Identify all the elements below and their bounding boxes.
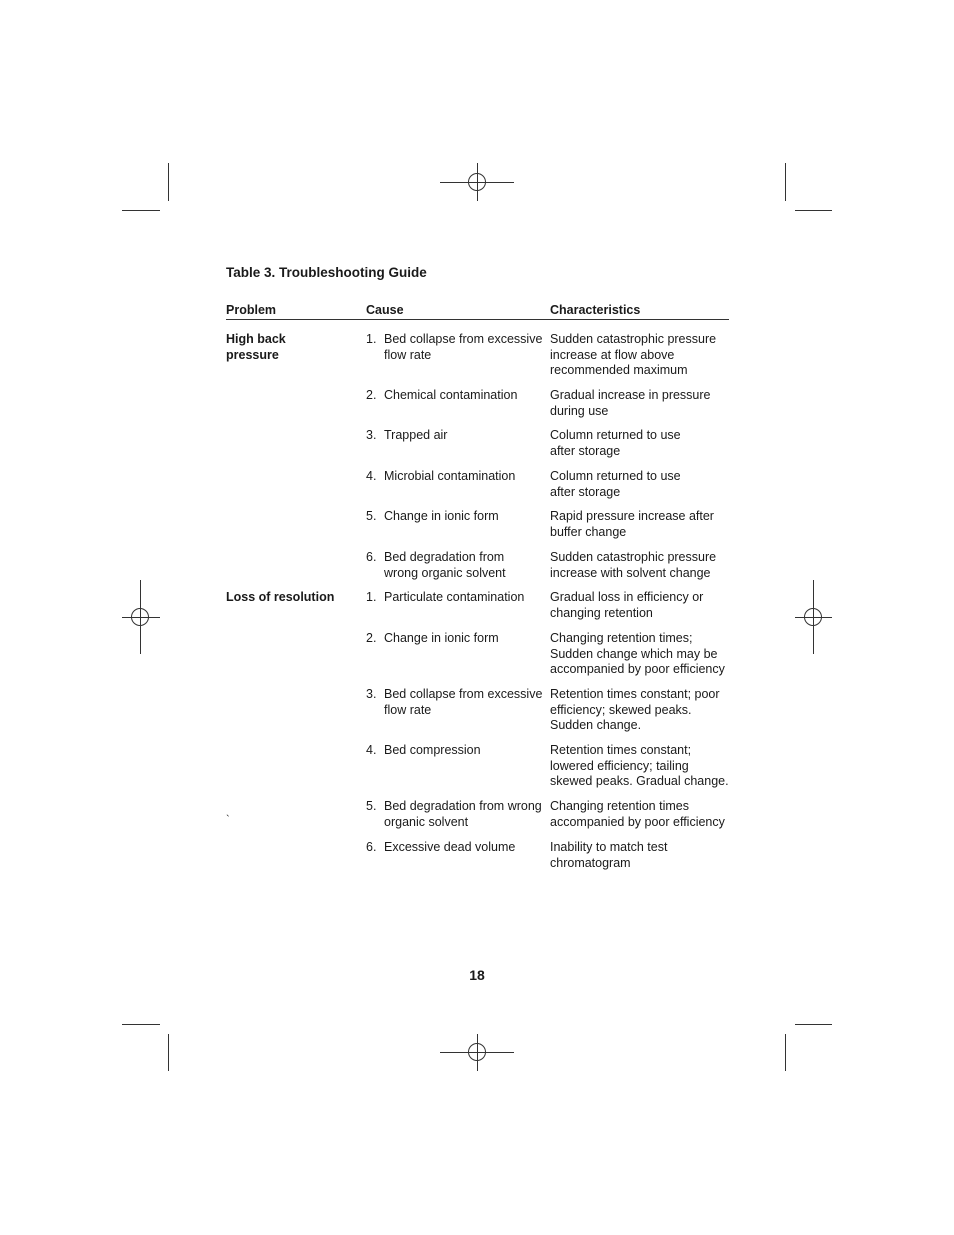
characteristics-cell: Column returned to use after storage xyxy=(550,428,681,458)
registration-circle-bottom xyxy=(468,1043,486,1061)
row-number: 1. xyxy=(366,590,377,604)
characteristics-cell: Inability to match test chromatogram xyxy=(550,840,668,870)
row-number: 1. xyxy=(366,332,377,346)
characteristics-cell: Changing retention times; Sudden change which may be accompanied by poor efficiency xyxy=(550,631,725,677)
stray-mark: ` xyxy=(226,814,230,826)
row-number: 4. xyxy=(366,469,377,483)
crop-mark-top-left-horizontal xyxy=(122,210,160,211)
crop-mark-top-right-vertical xyxy=(785,163,786,201)
cause-cell: Bed degradation from wrong organic solvent xyxy=(384,550,506,580)
row-number: 3. xyxy=(366,687,377,701)
row-number: 5. xyxy=(366,509,377,523)
cause-cell: Microbial contamination xyxy=(384,469,516,483)
cause-cell: Change in ionic form xyxy=(384,509,499,523)
characteristics-cell: Changing retention times accompanied by poor efficiency xyxy=(550,799,725,829)
crop-mark-bottom-right-vertical xyxy=(785,1034,786,1071)
problem-loss-of-resolution: Loss of resolution xyxy=(226,590,335,604)
row-number: 3. xyxy=(366,428,377,442)
cause-cell: Bed collapse from excessive flow rate xyxy=(384,687,543,717)
problem-high-back-pressure: High back pressure xyxy=(226,332,286,362)
crop-mark-bottom-left-vertical xyxy=(168,1034,169,1071)
row-number: 2. xyxy=(366,388,377,402)
characteristics-cell: Rapid pressure increase after buffer change xyxy=(550,509,714,539)
crop-mark-top-left-vertical xyxy=(168,163,169,201)
row-number: 6. xyxy=(366,550,377,564)
characteristics-cell: Gradual increase in pressure during use xyxy=(550,388,711,418)
crop-mark-bottom-right-horizontal xyxy=(795,1024,832,1025)
characteristics-cell: Retention times constant; lowered efficiency; tailing skewed peaks. Gradual change. xyxy=(550,743,729,789)
characteristics-cell: Sudden catastrophic pressure increase with solvent change xyxy=(550,550,717,580)
cause-cell: Excessive dead volume xyxy=(384,840,516,854)
registration-circle-left xyxy=(131,608,149,626)
table-title: Table 3. Troubleshooting Guide xyxy=(226,265,427,280)
page-number: 18 xyxy=(469,967,485,983)
characteristics-cell: Gradual loss in efficiency or changing retention xyxy=(550,590,704,620)
characteristics-cell: Column returned to use after storage xyxy=(550,469,681,499)
header-rule xyxy=(226,319,729,320)
crop-mark-top-right-horizontal xyxy=(795,210,832,211)
header-problem: Problem xyxy=(226,303,277,317)
registration-circle-top xyxy=(468,173,486,191)
header-characteristics: Characteristics xyxy=(550,303,641,317)
row-number: 6. xyxy=(366,840,377,854)
characteristics-cell: Sudden catastrophic pressure increase at flow above recommended maximum xyxy=(550,332,717,378)
cause-cell: Change in ionic form xyxy=(384,631,499,645)
characteristics-cell: Retention times constant; poor efficiency; skewed peaks. Sudden change. xyxy=(550,687,720,733)
row-number: 5. xyxy=(366,799,377,813)
crop-mark-bottom-left-horizontal xyxy=(122,1024,160,1025)
cause-cell: Chemical contamination xyxy=(384,388,518,402)
cause-cell: Trapped air xyxy=(384,428,448,442)
registration-circle-right xyxy=(804,608,822,626)
cause-cell: Bed compression xyxy=(384,743,481,757)
row-number: 2. xyxy=(366,631,377,645)
cause-cell: Particulate contamination xyxy=(384,590,525,604)
header-cause: Cause xyxy=(366,303,404,317)
row-number: 4. xyxy=(366,743,377,757)
cause-cell: Bed collapse from excessive flow rate xyxy=(384,332,543,362)
cause-cell: Bed degradation from wrong organic solvent xyxy=(384,799,542,829)
